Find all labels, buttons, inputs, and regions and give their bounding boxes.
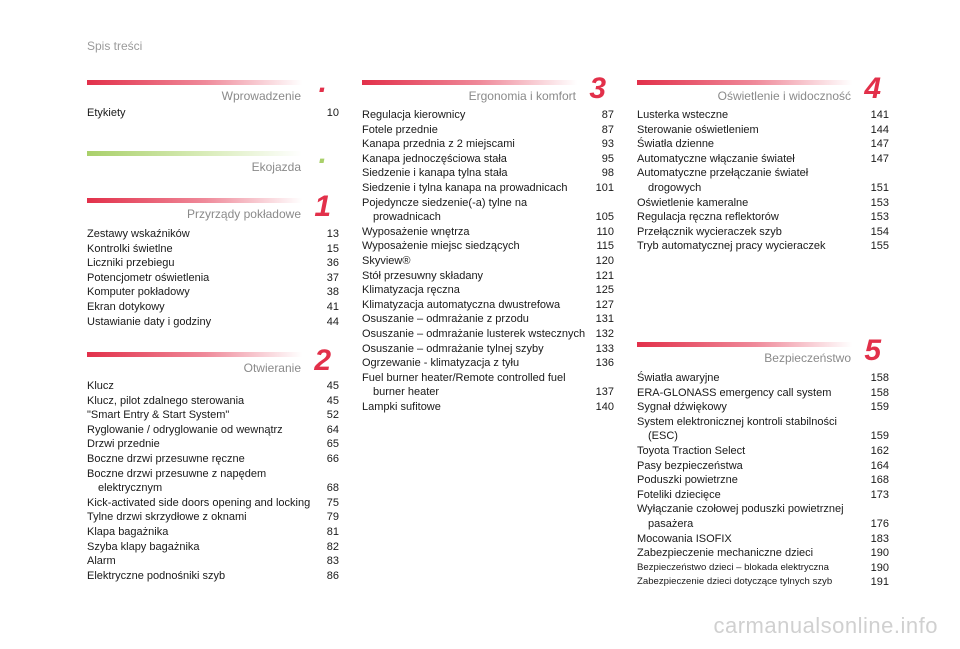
toc-entry-label: Osuszanie – odmrażanie z przodu	[362, 313, 529, 326]
toc-entry-page: 125	[595, 284, 614, 297]
toc-entry-page: 176	[870, 517, 889, 530]
toc-entry-page: 159	[870, 430, 889, 443]
toc-entry[interactable]	[637, 546, 889, 561]
toc-entry[interactable]	[87, 423, 339, 438]
section-number: 2	[314, 344, 331, 377]
toc-entry-label: Automatyczne włączanie świateł	[637, 152, 795, 165]
toc-entry-page: 164	[870, 459, 889, 472]
toc-entry-page: 52	[326, 409, 339, 422]
toc-entry-label: Potencjometr oświetlenia	[87, 271, 210, 284]
toc-entry-label: Siedzenie i tylna kanapa na prowadnicach	[362, 181, 568, 194]
toc-entry[interactable]	[87, 408, 339, 423]
toc-list	[87, 106, 339, 121]
toc-entry-page: 98	[601, 167, 614, 180]
toc-entry-label: Sterowanie oświetleniem	[637, 123, 759, 136]
toc-entry-page: 190	[870, 547, 889, 560]
toc-entry-label: Ryglowanie / odryglowanie od wewnątrz	[87, 423, 283, 436]
toc-entry-page: 44	[326, 315, 339, 328]
toc-entry[interactable]	[362, 254, 614, 269]
toc-entry[interactable]	[87, 496, 339, 511]
toc-entry-label: "Smart Entry & Start System"	[87, 409, 230, 422]
toc-entry-page: 13	[326, 228, 339, 240]
toc-entry-label: Wyłączanie czołowej poduszki powietrznej pasażera	[637, 503, 844, 530]
toc-entry-label: Boczne drzwi przesuwne z napędem elektrycznym	[87, 467, 267, 495]
toc-entry-page: 153	[870, 196, 889, 209]
toc-entry-page: 158	[870, 372, 889, 384]
toc-entry-label: Wyposażenie miejsc siedzących	[362, 240, 520, 253]
toc-entry-page: 137	[595, 386, 614, 399]
toc-entry-label: Oświetlenie kameralne	[637, 196, 749, 209]
toc-entry-label: Stół przesuwny składany	[362, 269, 484, 282]
toc-entry-page: 120	[595, 254, 614, 267]
toc-entry[interactable]	[87, 300, 339, 315]
toc-entry-label: Zabezpieczenie mechaniczne dzieci	[637, 547, 814, 560]
toc-entry[interactable]	[87, 242, 339, 257]
toc-entry[interactable]	[637, 239, 889, 254]
toc-entry-page: 144	[870, 123, 889, 136]
toc-entry[interactable]	[87, 227, 339, 242]
toc-entry-page: 79	[326, 511, 339, 524]
toc-entry[interactable]	[637, 386, 889, 401]
section-bar	[87, 151, 302, 156]
toc-entry-label: Osuszanie – odmrażanie tylnej szyby	[362, 342, 544, 355]
section-header	[87, 66, 339, 106]
toc-entry-label: Wyposażenie wnętrza	[362, 225, 470, 238]
section-bar	[87, 198, 302, 203]
toc-entry-page: 45	[326, 380, 339, 392]
toc-entry-page: 136	[595, 357, 614, 370]
section-przyrzady	[87, 190, 339, 329]
toc-entry-label: Liczniki przebiegu	[87, 257, 175, 270]
toc-entry[interactable]	[87, 452, 339, 467]
toc-entry-label: Klapa bagażnika	[87, 525, 169, 538]
toc-entry[interactable]	[362, 312, 614, 327]
toc-entry-label: Komputer pokładowy	[87, 286, 190, 299]
toc-entry-page: 173	[870, 488, 889, 501]
toc-entry-page: 132	[595, 327, 614, 340]
toc-entry[interactable]	[362, 298, 614, 313]
section-number: .	[318, 137, 327, 170]
toc-entry-label: Fotele przednie	[362, 123, 438, 136]
toc-entry-label: Lusterka wsteczne	[637, 109, 729, 121]
toc-entry-label: Skyview®	[362, 254, 411, 267]
section-title: Oświetlenie i widoczność	[717, 89, 851, 103]
toc-entry-label: Osuszanie – odmrażanie lusterek wstecznych	[362, 327, 586, 340]
section-wprowadzenie	[87, 66, 339, 121]
toc-entry-label: Klimatyzacja automatyczna dwustrefowa	[362, 298, 561, 311]
toc-entry-label: Klucz	[87, 380, 114, 392]
section-ergonomia	[362, 72, 614, 414]
toc-entry-page: 191	[870, 576, 889, 589]
toc-entry-label: Automatyczne przełączanie świateł drogowych	[637, 167, 809, 194]
toc-entry[interactable]	[362, 152, 614, 167]
toc-entry[interactable]	[637, 152, 889, 167]
toc-entry-label: ERA-GLONASS emergency call system	[637, 386, 832, 399]
toc-entry-page: 155	[870, 240, 889, 253]
toc-entry-label: Pasy bezpieczeństwa	[637, 459, 743, 472]
toc-list	[87, 379, 339, 583]
toc-entry-page: 147	[870, 138, 889, 151]
toc-entry[interactable]	[637, 196, 889, 211]
toc-entry-label: Światła dzienne	[637, 138, 715, 151]
toc-entry[interactable]	[362, 166, 614, 181]
toc-entry[interactable]	[637, 444, 889, 459]
toc-entry[interactable]	[362, 196, 614, 225]
toc-entry-label: Poduszki powietrzne	[637, 474, 738, 487]
toc-entry-page: 162	[870, 444, 889, 457]
toc-entry-label: Fuel burner heater/Remote controlled fuel burner heater	[362, 371, 566, 399]
toc-entry[interactable]	[87, 510, 339, 525]
toc-entry[interactable]	[362, 371, 614, 400]
toc-entry-label: Ustawianie daty i godziny	[87, 315, 212, 328]
toc-entry-label: Elektryczne podnośniki szyb	[87, 569, 226, 582]
toc-entry[interactable]	[87, 285, 339, 300]
toc-entry-label: Przełącznik wycieraczek szyb	[637, 225, 782, 238]
toc-entry[interactable]	[87, 271, 339, 286]
toc-entry-page: 64	[326, 423, 339, 436]
toc-entry-label: Regulacja kierownicy	[362, 109, 466, 121]
section-title: Bezpieczeństwo	[764, 351, 851, 365]
toc-entry[interactable]	[362, 239, 614, 254]
toc-entry-label: Szyba klapy bagażnika	[87, 540, 200, 553]
section-title: Wprowadzenie	[221, 89, 301, 103]
toc-entry[interactable]	[637, 561, 889, 576]
section-number: .	[318, 66, 327, 99]
toc-entry-label: Ogrzewanie - klimatyzacja z tyłu	[362, 357, 520, 370]
toc-entry[interactable]	[362, 269, 614, 284]
toc-entry[interactable]	[637, 371, 889, 386]
section-bar	[87, 352, 302, 357]
section-title: Ekojazda	[251, 160, 301, 174]
toc-entry[interactable]	[637, 502, 889, 531]
toc-entry[interactable]	[87, 467, 339, 496]
toc-entry-page: 101	[595, 181, 614, 194]
section-title: Przyrządy pokładowe	[186, 207, 301, 221]
section-bar	[637, 342, 852, 347]
section-header	[362, 72, 614, 106]
toc-entry-page: 93	[601, 138, 614, 151]
toc-entry-page: 141	[870, 109, 889, 121]
toc-entry-label: Klimatyzacja ręczna	[362, 284, 460, 297]
toc-entry[interactable]	[87, 106, 339, 121]
toc-entry[interactable]	[87, 554, 339, 569]
toc-entry-page: 190	[870, 561, 889, 574]
toc-entry-label: Kick-activated side doors opening and locking	[87, 496, 311, 509]
toc-entry[interactable]	[637, 459, 889, 474]
toc-entry-page: 159	[870, 401, 889, 414]
toc-entry-label: Tryb automatycznej pracy wycieraczek	[637, 240, 826, 253]
section-oswietlenie	[637, 72, 889, 254]
toc-entry-page: 10	[326, 107, 339, 119]
toc-entry-label: Klucz, pilot zdalnego sterowania	[87, 394, 245, 407]
toc-entry[interactable]	[362, 283, 614, 298]
toc-entry[interactable]	[637, 400, 889, 415]
toc-entry-label: Tylne drzwi skrzydłowe z oknami	[87, 511, 247, 524]
toc-entry-page: 87	[601, 109, 614, 121]
toc-entry-page: 82	[326, 540, 339, 553]
toc-entry-label: Foteliki dziecięce	[637, 488, 721, 501]
toc-entry[interactable]	[362, 123, 614, 138]
toc-entry-label: System elektronicznej kontroli stabilności (ESC)	[637, 415, 837, 443]
section-header	[637, 334, 889, 368]
toc-entry[interactable]	[637, 415, 889, 444]
toc-entry[interactable]	[87, 379, 339, 394]
toc-entry-page: 83	[326, 555, 339, 568]
toc-entry-label: Regulacja ręczna reflektorów	[637, 211, 779, 224]
toc-entry-page: 154	[870, 225, 889, 238]
toc-entry[interactable]	[87, 256, 339, 271]
toc-list	[637, 108, 889, 254]
toc-entry-page: 127	[595, 298, 614, 311]
toc-entry-page: 168	[870, 474, 889, 487]
toc-entry-label: Mocowania ISOFIX	[637, 532, 732, 545]
toc-entry-page: 105	[595, 211, 614, 224]
section-title: Otwieranie	[243, 361, 301, 375]
toc-entry-page: 121	[595, 269, 614, 282]
section-bar	[362, 80, 577, 85]
toc-entry-page: 151	[870, 181, 889, 194]
toc-entry-label: Etykiety	[87, 107, 126, 119]
section-header	[87, 190, 339, 224]
toc-entry[interactable]	[362, 342, 614, 357]
page-title: Spis treści	[87, 39, 143, 53]
section-bar	[87, 80, 302, 85]
toc-entry[interactable]	[362, 181, 614, 196]
toc-entry-label: Światła awaryjne	[637, 372, 720, 384]
toc-entry[interactable]	[87, 525, 339, 540]
toc-entry-label: Boczne drzwi przesuwne ręczne	[87, 452, 245, 465]
toc-entry-page: 38	[326, 286, 339, 299]
section-number: 5	[864, 334, 881, 367]
toc-entry-label: Bezpieczeństwo dzieci – blokada elektryczna	[637, 561, 829, 573]
toc-entry-page: 75	[326, 496, 339, 509]
toc-entry-label: Drzwi przednie	[87, 438, 160, 451]
toc-list	[87, 227, 339, 329]
toc-entry[interactable]	[87, 437, 339, 452]
toc-list	[637, 371, 889, 590]
section-header	[87, 137, 339, 177]
toc-entry[interactable]	[87, 394, 339, 409]
section-otwieranie	[87, 344, 339, 583]
toc-entry-page: 65	[326, 438, 339, 451]
toc-entry[interactable]	[362, 327, 614, 342]
toc-entry-label: Pojedyncze siedzenie(-a) tylne na prowadnicach	[362, 196, 528, 224]
toc-entry-page: 15	[326, 242, 339, 255]
toc-entry-label: Kanapa przednia z 2 miejscami	[362, 138, 515, 151]
toc-entry[interactable]	[87, 315, 339, 330]
toc-entry-page: 37	[326, 271, 339, 284]
toc-entry[interactable]	[362, 400, 614, 415]
toc-entry-page: 95	[601, 152, 614, 165]
section-number: 1	[314, 190, 331, 223]
toc-entry-page: 158	[870, 386, 889, 399]
toc-entry[interactable]	[637, 210, 889, 225]
section-number: 4	[864, 72, 881, 105]
toc-list	[362, 108, 614, 414]
toc-entry-label: Ekran dotykowy	[87, 300, 165, 313]
toc-entry-page: 115	[596, 240, 614, 253]
toc-entry-page: 66	[326, 452, 339, 465]
section-title: Ergonomia i komfort	[468, 89, 576, 103]
toc-entry-page: 36	[326, 257, 339, 270]
toc-entry[interactable]	[362, 137, 614, 152]
toc-entry-page: 41	[326, 300, 339, 313]
toc-entry[interactable]	[362, 225, 614, 240]
toc-entry[interactable]	[637, 166, 889, 195]
toc-entry[interactable]	[87, 540, 339, 555]
toc-entry[interactable]	[362, 108, 614, 123]
toc-entry[interactable]	[637, 225, 889, 240]
toc-entry-label: Siedzenie i kanapa tylna stała	[362, 167, 508, 180]
toc-entry-page: 86	[326, 569, 339, 582]
toc-entry[interactable]	[637, 108, 889, 123]
toc-entry-label: Sygnał dźwiękowy	[637, 401, 727, 414]
toc-entry[interactable]	[637, 123, 889, 138]
toc-entry[interactable]	[362, 356, 614, 371]
toc-entry-page: 45	[326, 394, 339, 407]
toc-entry-page: 153	[870, 211, 889, 224]
toc-entry[interactable]	[637, 473, 889, 488]
toc-entry-page: 133	[595, 342, 614, 355]
watermark: carmanualsonline.info	[713, 613, 938, 638]
toc-entry[interactable]	[637, 532, 889, 547]
toc-entry-page: 183	[870, 532, 889, 545]
toc-entry-page: 81	[326, 525, 339, 538]
toc-entry-label: Kanapa jednoczęściowa stała	[362, 152, 507, 165]
toc-entry-page: 68	[326, 482, 339, 495]
toc-entry[interactable]	[637, 575, 889, 590]
toc-entry-label: Zabezpieczenie dzieci dotyczące tylnych szyb	[637, 576, 833, 588]
toc-entry-label: Toyota Traction Select	[637, 444, 746, 457]
section-ekojazda	[87, 137, 339, 177]
toc-entry-page: 147	[870, 152, 889, 165]
section-header	[87, 344, 339, 378]
toc-entry-label: Kontrolki świetlne	[87, 242, 173, 255]
toc-entry[interactable]	[87, 569, 339, 584]
toc-entry-label: Lampki sufitowe	[362, 400, 441, 413]
toc-entry-page: 87	[601, 123, 614, 136]
section-bezpieczenstwo	[637, 334, 889, 590]
section-bar	[637, 80, 852, 85]
toc-entry-page: 140	[595, 400, 614, 413]
section-header	[637, 72, 889, 106]
toc-entry[interactable]	[637, 137, 889, 152]
toc-entry-page: 131	[595, 313, 614, 326]
toc-entry-page: 110	[596, 225, 614, 238]
section-number: 3	[589, 72, 606, 105]
toc-entry-label: Alarm	[87, 555, 116, 568]
toc-entry[interactable]	[637, 488, 889, 503]
toc-entry-label: Zestawy wskaźników	[87, 228, 190, 240]
